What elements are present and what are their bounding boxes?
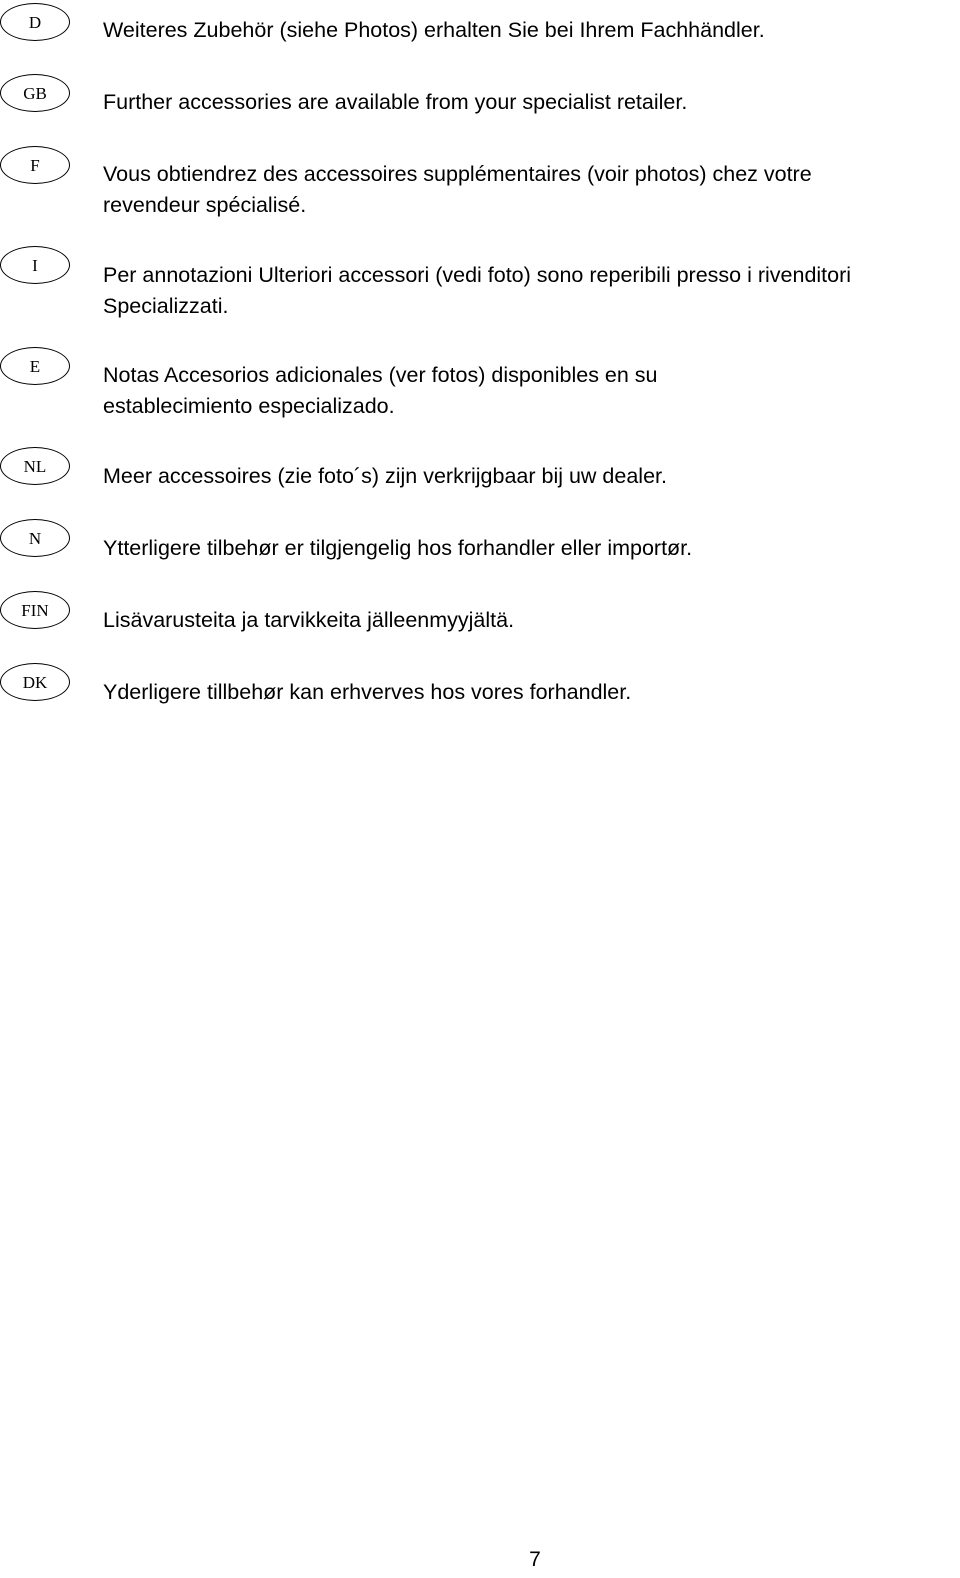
entry-text-no: Ytterligere tilbehør er tilgjengelig hos forhandler eller importør. (103, 536, 693, 560)
entry-text-dk: Yderligere tillbehør kan erhverves hos vores forhandler. (103, 680, 632, 704)
language-badge-fr: F (0, 146, 70, 184)
entry-text-de: Weiteres Zubehör (siehe Photos) erhalten Sie bei Ihrem Fachhändler. (103, 18, 765, 42)
language-badge-fi: FIN (0, 591, 70, 629)
language-badge-es: E (0, 347, 70, 385)
language-badge-no: N (0, 519, 70, 557)
entry-text-nl: Meer accessoires (zie foto´s) zijn verkrijgbaar bij uw dealer. (103, 464, 667, 488)
entry-text-fi: Lisävarusteita ja tarvikkeita jälleenmyyjältä. (103, 608, 515, 632)
language-badge-it: I (0, 246, 70, 284)
language-badge-gb: GB (0, 74, 70, 112)
language-badge-dk: DK (0, 663, 70, 701)
entry-text-it: Per annotazioni Ulteriori accessori (vedi foto) sono reperibili presso i rivenditori Specializzati. (103, 263, 852, 318)
language-badge-nl: NL (0, 447, 70, 485)
entry-text-gb: Further accessories are available from your specialist retailer. (103, 90, 688, 114)
page-number: 7 (529, 1548, 541, 1571)
language-badge-de: D (0, 3, 70, 41)
entry-text-es: Notas Accesorios adicionales (ver fotos) disponibles en su establecimiento especializado. (103, 363, 658, 418)
entry-text-fr: Vous obtiendrez des accessoires supplémentaires (voir photos) chez votre revendeur spécialisé. (103, 162, 812, 217)
